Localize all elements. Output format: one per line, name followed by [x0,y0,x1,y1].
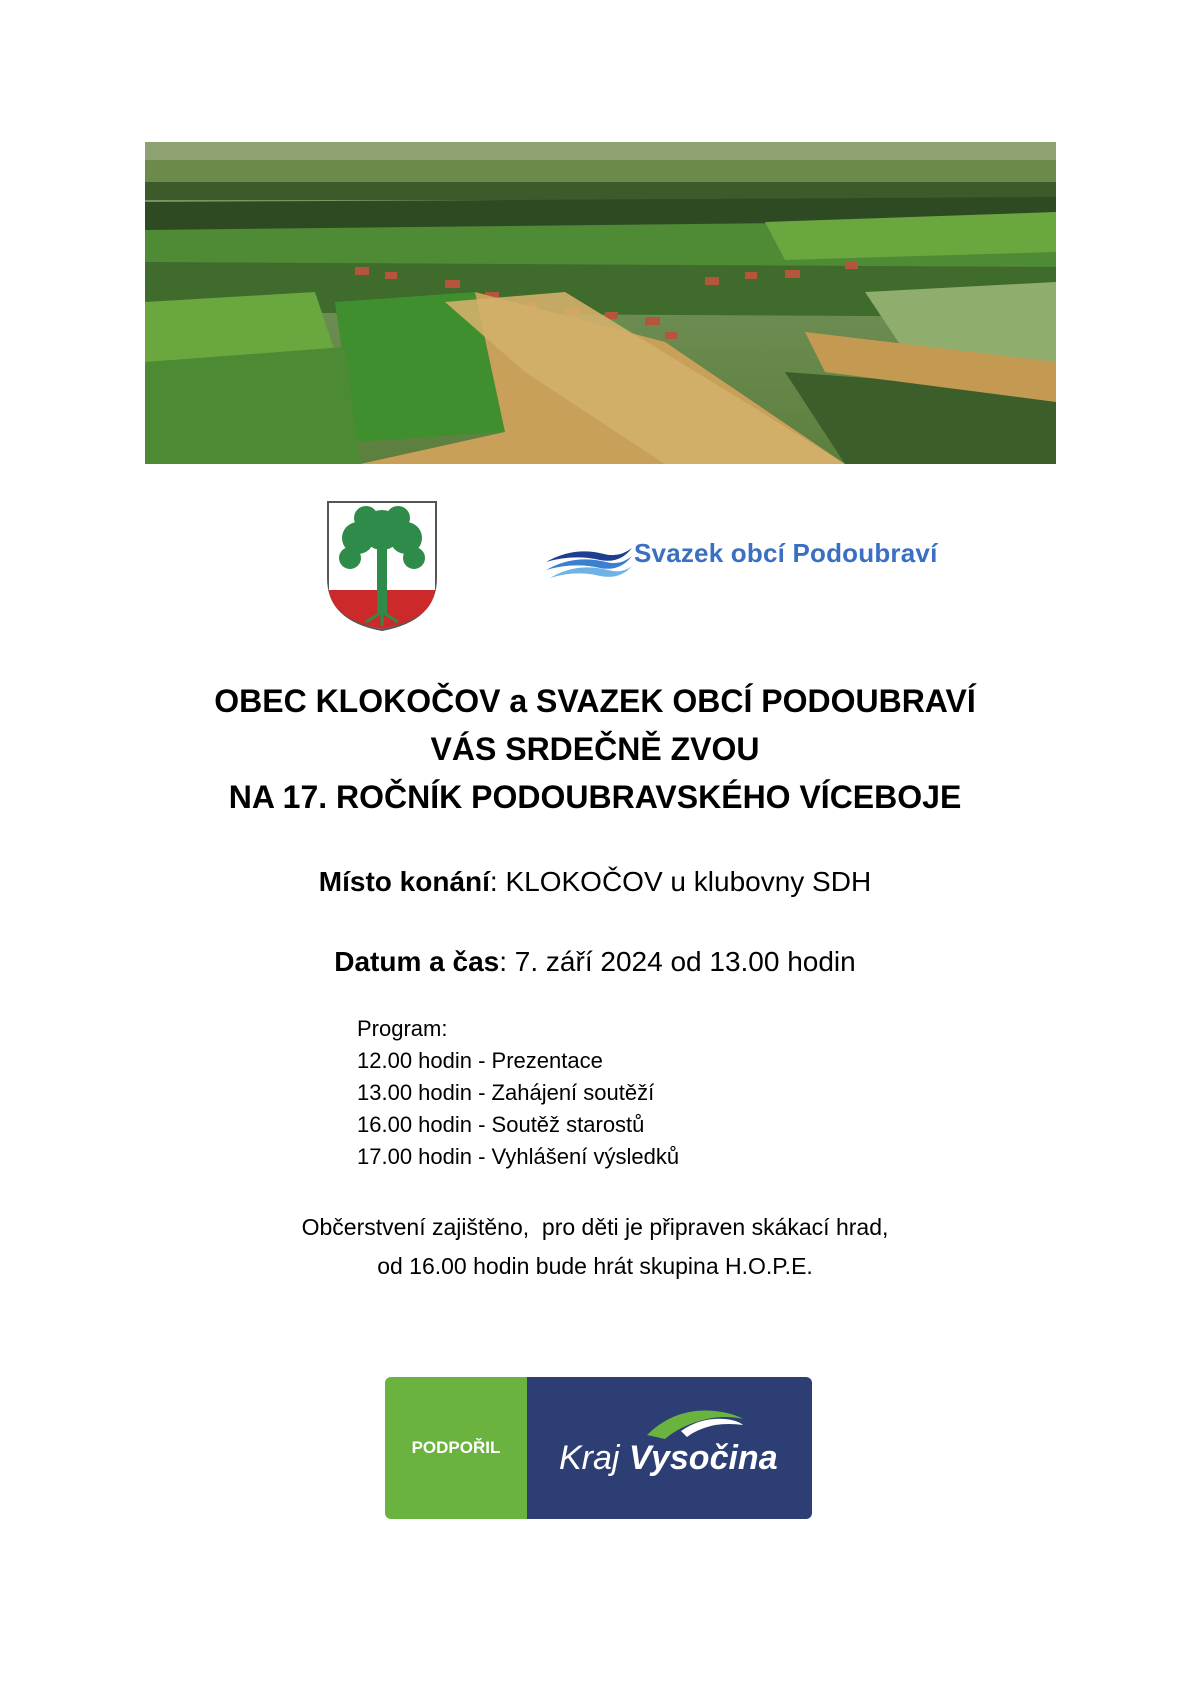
datetime-label: Datum a čas [334,946,500,977]
kraj-word: Kraj [559,1439,620,1477]
headline-line-3: NA 17. ROČNÍK PODOUBRAVSKÉHO VÍCEBOJE [228,779,962,815]
notes-line-2: od 16.00 hodin bude hrát skupina H.O.P.E. [377,1253,813,1279]
kraj-vysocina-text [559,1439,778,1478]
vysocina-word: Vysočina [628,1439,778,1477]
kraj-vysocina-swoosh-icon [645,1405,745,1441]
sponsor-banner [385,1377,812,1519]
program-item: 13.00 hodin - Zahájení soutěží [357,1080,655,1105]
wave-logo-icon [544,536,634,580]
program-item: 17.00 hodin - Vyhlášení výsledků [357,1144,680,1169]
sponsor-label: PODPOŘIL [385,1377,527,1519]
venue-value: : KLOKOČOV u klubovny SDH [489,866,872,897]
venue-line [0,866,1190,898]
notes [0,1208,1190,1286]
venue-label: Místo konání [318,866,490,897]
invitation-headline [0,677,1190,821]
headline-line-1: OBEC KLOKOČOV a SVAZEK OBCÍ PODOUBRAVÍ [214,683,976,719]
landscape-photo [145,142,1056,464]
datetime-value: : 7. září 2024 od 13.00 hodin [499,946,856,977]
program-list [357,1013,679,1173]
headline-line-2: VÁS SRDEČNĚ ZVOU [430,731,760,767]
program-item: 12.00 hodin - Prezentace [357,1048,603,1073]
program-item: 16.00 hodin - Soutěž starostů [357,1112,645,1137]
coat-of-arms-tree-icon [326,500,438,632]
svazek-logo-text: Svazek obcí Podoubraví [634,538,938,568]
svazek-logo [544,532,944,584]
datetime-line [0,946,1190,978]
program-title: Program: [357,1016,448,1041]
kraj-vysocina-logo [527,1377,812,1519]
notes-line-1: Občerstvení zajištěno, pro děti je připraven skákací hrad, [301,1214,889,1240]
